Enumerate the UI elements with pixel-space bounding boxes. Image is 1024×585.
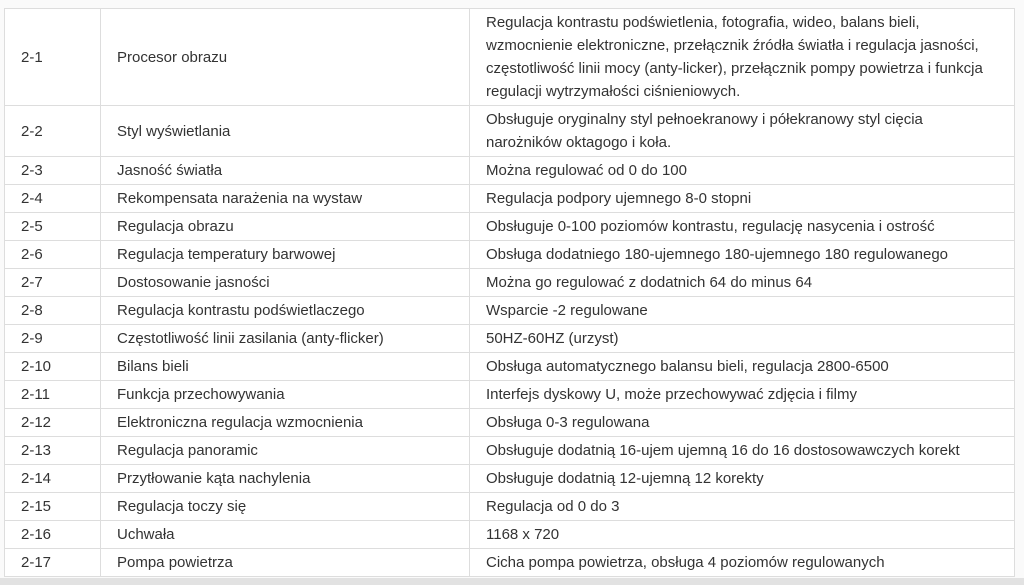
feature-description: Obsługa 0-3 regulowana (470, 409, 1015, 437)
table-row (5, 437, 1015, 465)
feature-description: Obsługa dodatniego 180-ujemnego 180-ujemnego 180 regulowanego (470, 241, 1015, 269)
table-row (5, 9, 1015, 106)
row-id: 2-14 (5, 465, 101, 493)
table-row (5, 353, 1015, 381)
row-id: 2-17 (5, 549, 101, 577)
table-row (5, 297, 1015, 325)
table-row (5, 157, 1015, 185)
feature-name: Regulacja temperatury barwowej (101, 241, 470, 269)
spec-table (4, 8, 1015, 577)
table-row (5, 493, 1015, 521)
feature-name: Funkcja przechowywania (101, 381, 470, 409)
feature-name: Procesor obrazu (101, 9, 470, 106)
feature-description: Regulacja kontrastu podświetlenia, fotografia, wideo, balans bieli, wzmocnienie elektroniczne, przełącznik źródła światła i regulacja jasności, częstotliwość linii mocy (anty-licker), przełącznik pompy powietrza i funkcja regulacji wytrzymałości ciśnieniowych. (470, 9, 1015, 106)
feature-description: Obsługuje dodatnią 16-ujem ujemną 16 do 16 dostosowawczych korekt (470, 437, 1015, 465)
table-row (5, 213, 1015, 241)
feature-description: Obsługuje oryginalny styl pełnoekranowy i półekranowy styl cięcia narożników oktagogo i koła. (470, 106, 1015, 157)
table-row (5, 241, 1015, 269)
feature-name: Styl wyświetlania (101, 106, 470, 157)
table-row (5, 549, 1015, 577)
feature-description: Można regulować od 0 do 100 (470, 157, 1015, 185)
feature-description: Obsługuje 0-100 poziomów kontrastu, regulację nasycenia i ostrość (470, 213, 1015, 241)
table-row (5, 106, 1015, 157)
row-id: 2-7 (5, 269, 101, 297)
row-id: 2-2 (5, 106, 101, 157)
row-id: 2-1 (5, 9, 101, 106)
row-id: 2-9 (5, 325, 101, 353)
feature-description: Regulacja od 0 do 3 (470, 493, 1015, 521)
feature-name: Regulacja obrazu (101, 213, 470, 241)
feature-name: Jasność światła (101, 157, 470, 185)
feature-description: Wsparcie -2 regulowane (470, 297, 1015, 325)
row-id: 2-16 (5, 521, 101, 549)
row-id: 2-13 (5, 437, 101, 465)
feature-description: Interfejs dyskowy U, może przechowywać zdjęcia i filmy (470, 381, 1015, 409)
table-row (5, 185, 1015, 213)
feature-name: Bilans bieli (101, 353, 470, 381)
feature-description: Regulacja podpory ujemnego 8-0 stopni (470, 185, 1015, 213)
table-row (5, 381, 1015, 409)
row-id: 2-12 (5, 409, 101, 437)
feature-name: Regulacja panoramic (101, 437, 470, 465)
feature-name: Elektroniczna regulacja wzmocnienia (101, 409, 470, 437)
row-id: 2-15 (5, 493, 101, 521)
row-id: 2-5 (5, 213, 101, 241)
feature-name: Częstotliwość linii zasilania (anty-flicker) (101, 325, 470, 353)
feature-description: Obsługa automatycznego balansu bieli, regulacja 2800-6500 (470, 353, 1015, 381)
feature-description: 50HZ-60HZ (urzyst) (470, 325, 1015, 353)
table-row (5, 269, 1015, 297)
table-row (5, 409, 1015, 437)
feature-description: Obsługuje dodatnią 12-ujemną 12 korekty (470, 465, 1015, 493)
feature-description: Można go regulować z dodatnich 64 do minus 64 (470, 269, 1015, 297)
page-bottom-strip (0, 578, 1024, 585)
table-row (5, 521, 1015, 549)
row-id: 2-6 (5, 241, 101, 269)
feature-name: Rekompensata narażenia na wystaw (101, 185, 470, 213)
table-row (5, 325, 1015, 353)
row-id: 2-10 (5, 353, 101, 381)
row-id: 2-4 (5, 185, 101, 213)
feature-name: Regulacja kontrastu podświetlaczego (101, 297, 470, 325)
feature-name: Regulacja toczy się (101, 493, 470, 521)
row-id: 2-8 (5, 297, 101, 325)
feature-name: Dostosowanie jasności (101, 269, 470, 297)
feature-description: 1168 x 720 (470, 521, 1015, 549)
row-id: 2-11 (5, 381, 101, 409)
feature-description: Cicha pompa powietrza, obsługa 4 poziomów regulowanych (470, 549, 1015, 577)
row-id: 2-3 (5, 157, 101, 185)
feature-name: Przytłowanie kąta nachylenia (101, 465, 470, 493)
feature-name: Uchwała (101, 521, 470, 549)
feature-name: Pompa powietrza (101, 549, 470, 577)
table-row (5, 465, 1015, 493)
